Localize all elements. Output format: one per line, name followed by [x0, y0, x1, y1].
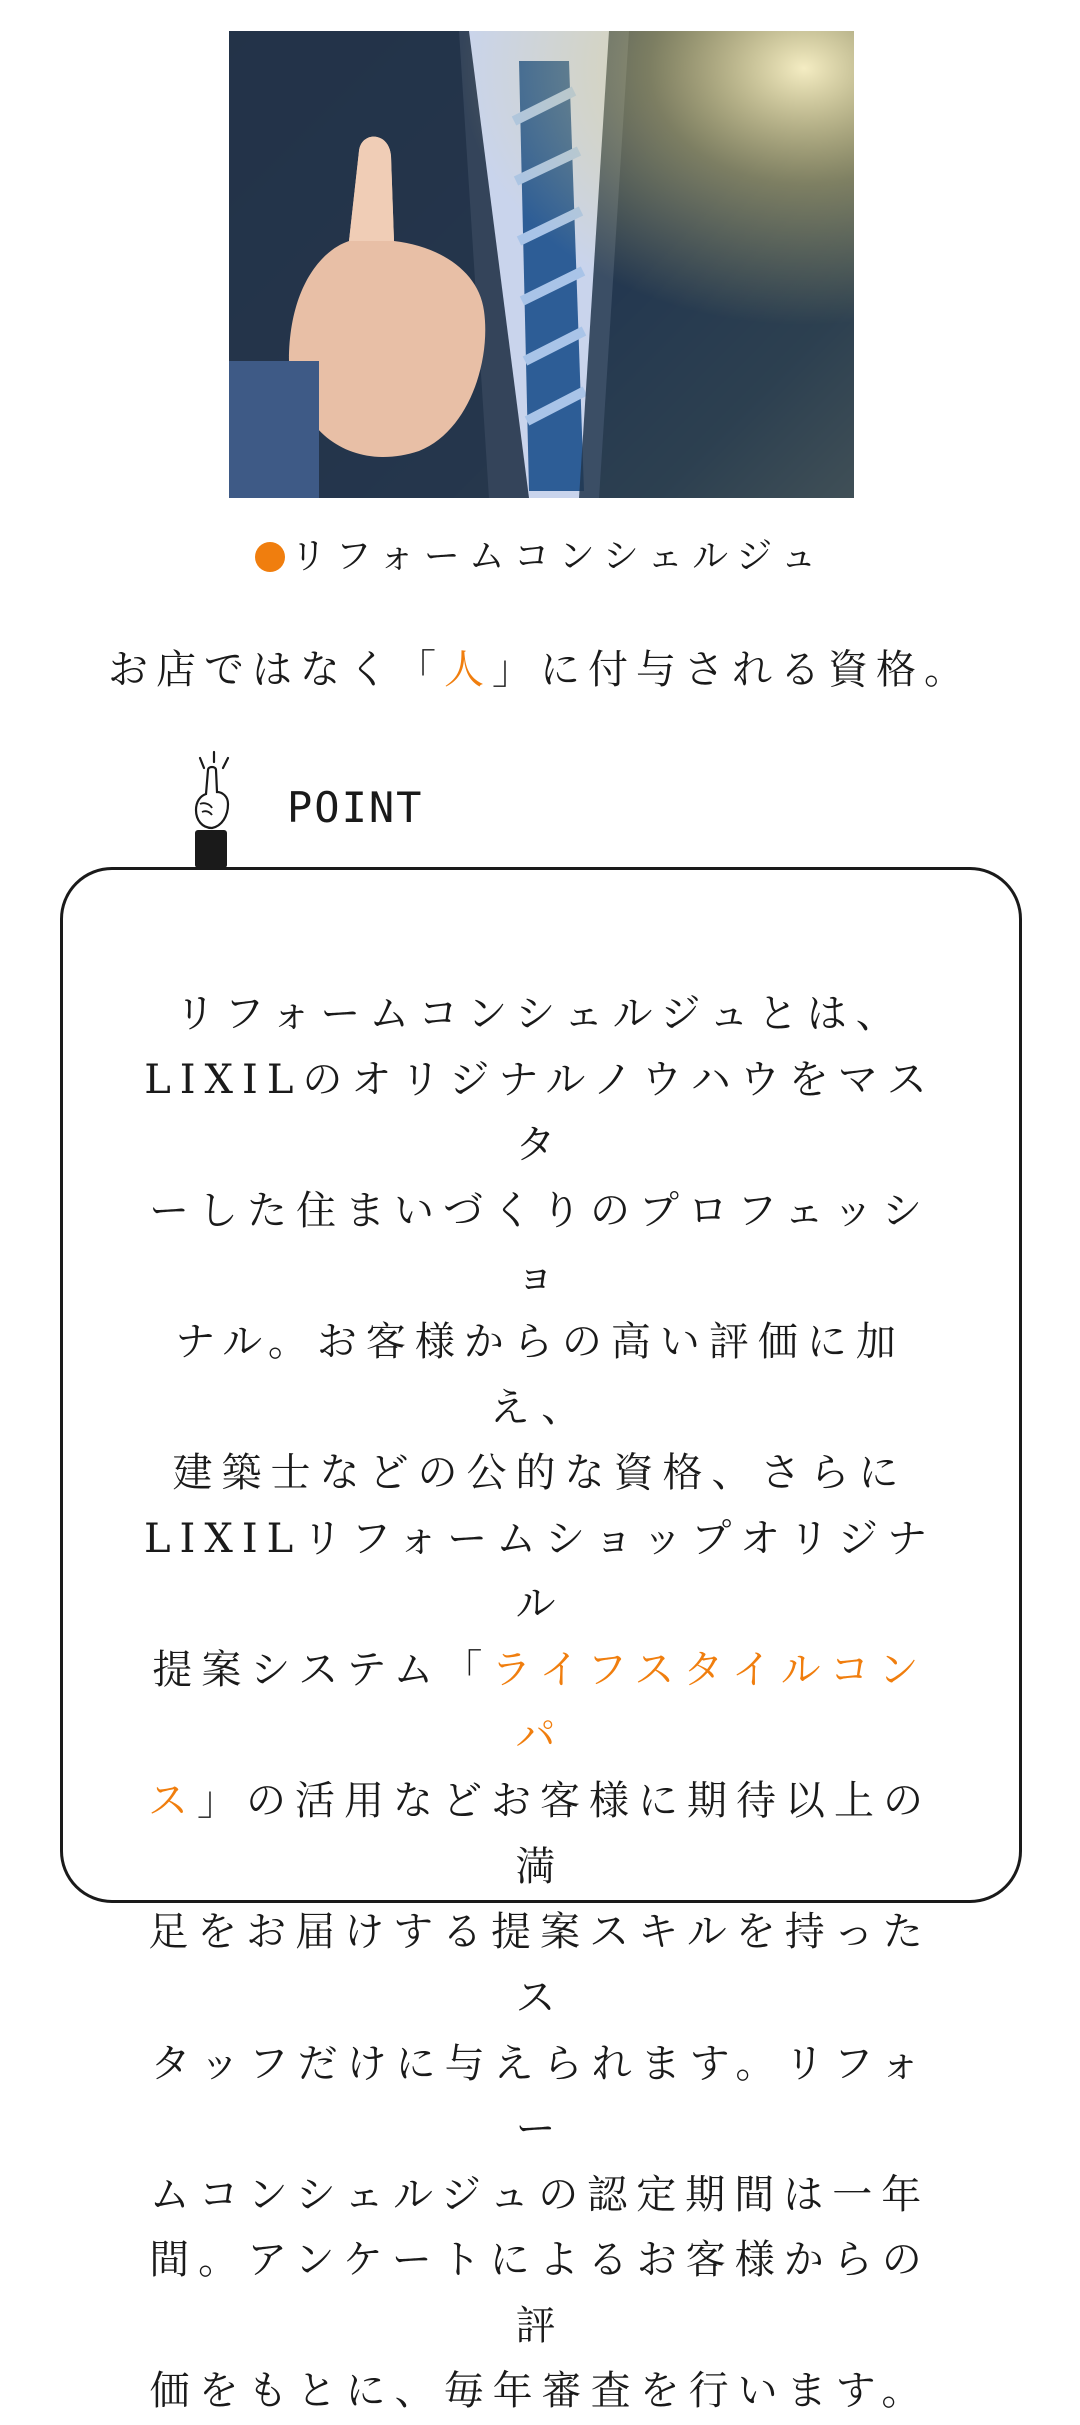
body-line: リフォームコンシェルジュとは、 — [175, 991, 905, 1037]
body-text-segment: 」の活用などお客様に期待以上の満 — [197, 1778, 932, 1890]
point-heading: POINT — [287, 783, 424, 832]
lifestyle-compass-highlight-end: ス — [148, 1778, 197, 1825]
thumbs-up-photo — [229, 31, 854, 498]
body-line — [140, 1769, 940, 1900]
lifestyle-compass-highlight: ライフスタイルコンパ — [491, 1646, 928, 1759]
body-line: 建築士などの公的な資格、さらに — [172, 1450, 908, 1497]
body-line — [140, 1638, 940, 1769]
body-line: 価をもとに、毎年審査を行います。 — [149, 2368, 931, 2415]
orange-dot-icon — [255, 542, 285, 572]
tagline-before: お店ではなく「 — [108, 647, 444, 693]
body-line: LIXILのオリジナルノウハウをマスタ — [144, 1056, 936, 1169]
body-line: タッフだけに与えられます。リフォー — [150, 2040, 930, 2153]
body-line: LIXILリフォームショップオリジナル — [143, 1515, 936, 1628]
caption — [0, 535, 1080, 579]
body-line: 足をお届けする提案スキルを持ったス — [148, 1909, 932, 2021]
tagline — [0, 643, 1080, 697]
body-line: ムコンシェルジュの認定期間は一年 — [149, 2171, 931, 2218]
tagline-after: 」に付与される資格。 — [492, 647, 972, 693]
caption-text: リフォームコンシェルジュ — [290, 536, 826, 577]
body-line: ナル。お客様からの高い評価に加え、 — [175, 1318, 905, 1431]
body-line: ーした住まいづくりのプロフェッショ — [149, 1187, 931, 1300]
pointing-finger-icon — [186, 748, 236, 868]
body-text-segment: 提案システム「 — [152, 1646, 492, 1693]
point-body — [140, 982, 940, 2425]
body-line: 間。アンケートによるお客様からの評 — [149, 2237, 931, 2349]
tagline-highlight: 人 — [444, 647, 492, 693]
